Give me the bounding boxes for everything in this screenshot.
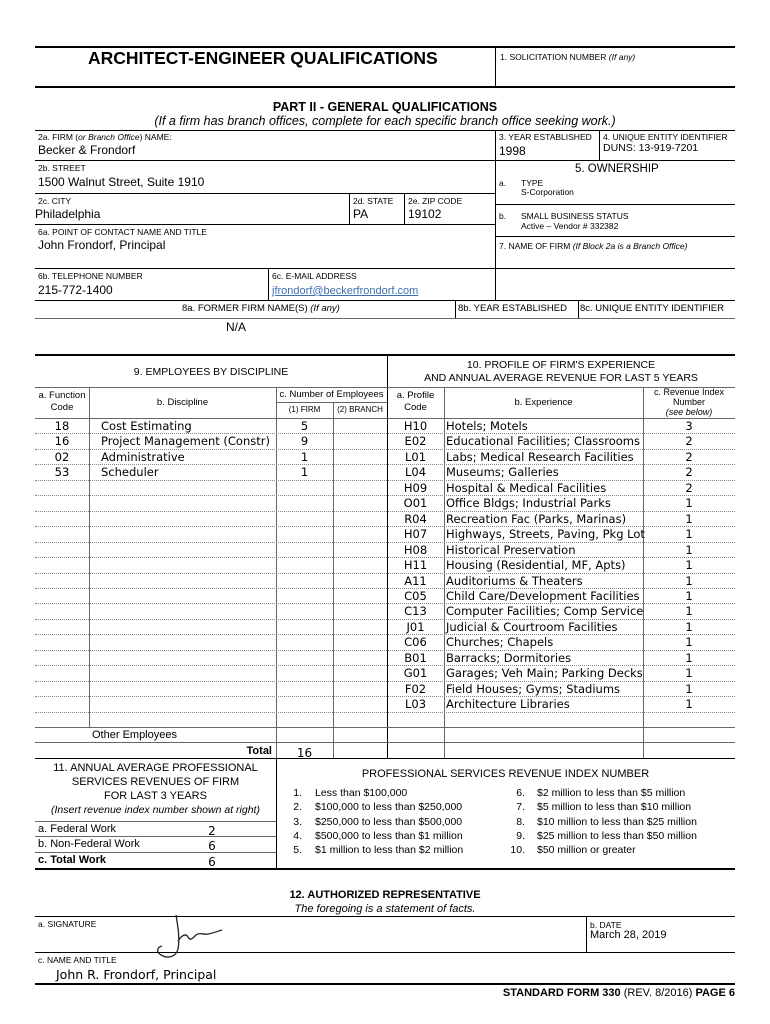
firm-count-cell[interactable]: 1 (300, 465, 309, 479)
branch-firm-name-label (499, 241, 687, 251)
index-number: 8. (516, 815, 525, 828)
divider (599, 130, 600, 160)
uei-field[interactable]: DUNS: 13-919-7201 (603, 142, 699, 154)
solicitation-label-text: 1. SOLICITATION NUMBER (500, 52, 607, 62)
experience-cell[interactable]: Child Care/Development Facilities (446, 589, 640, 603)
year-established-field[interactable]: 1998 (499, 144, 526, 158)
profile-code-cell[interactable]: H10 (403, 419, 428, 433)
function-code-cell[interactable]: 18 (54, 419, 70, 433)
row-divider (35, 573, 735, 574)
row-divider (35, 449, 735, 450)
divider (495, 236, 735, 237)
name-title-label: c. NAME AND TITLE (38, 955, 117, 965)
row-divider (35, 603, 735, 604)
profile-code-cell[interactable]: R04 (404, 512, 427, 526)
revenue-index-cell[interactable]: 2 (685, 450, 693, 464)
experience-cell[interactable]: Hospital & Medical Facilities (446, 481, 607, 495)
date-field[interactable]: March 28, 2019 (590, 929, 667, 941)
experience-cell[interactable]: Recreation Fac (Parks, Marinas) (446, 512, 627, 526)
authorized-title: 12. AUTHORIZED REPRESENTATIVE (289, 889, 481, 901)
index-range: $25 million to less than $50 million (537, 829, 697, 842)
authorized-subtitle: The foregoing is a statement of facts. (294, 903, 476, 915)
divider (404, 193, 405, 224)
experience-cell[interactable]: Educational Facilities; Classrooms (446, 434, 640, 448)
function-code-cell[interactable]: 16 (54, 434, 70, 448)
footer-revision: (REV. 8/2016) (620, 987, 696, 999)
index-range: $100,000 to less than $250,000 (315, 801, 463, 814)
divider (35, 983, 735, 985)
divider (333, 402, 334, 758)
revenue-index-cell[interactable]: 1 (685, 635, 693, 649)
divider (495, 204, 735, 205)
index-range: Less than $100,000 (315, 787, 408, 799)
firm-name-label-b: or Branch Office (78, 132, 140, 142)
profile-code-cell[interactable]: C05 (404, 589, 427, 603)
divider (35, 318, 735, 319)
revenue-index-cell[interactable]: 1 (685, 651, 693, 665)
profile-code-cell[interactable]: G01 (403, 666, 428, 680)
row-divider (35, 511, 735, 512)
contact-field[interactable]: John Frondorf, Principal (38, 238, 166, 252)
revenue-index-cell[interactable]: 3 (685, 419, 693, 433)
row-divider (35, 433, 735, 434)
revenue-title-b: SERVICES REVENUES OF FIRM (71, 776, 240, 788)
function-code-cell[interactable]: 53 (54, 465, 70, 479)
ownership-type-field[interactable]: S-Corporation (521, 187, 574, 197)
divider (35, 387, 735, 388)
former-firm-label (182, 303, 340, 314)
index-range: $5 million to less than $10 million (537, 801, 692, 814)
divider (35, 727, 735, 728)
profile-code-cell[interactable]: L03 (404, 697, 427, 711)
divider (35, 354, 735, 356)
row-divider (35, 557, 735, 558)
experience-cell[interactable]: Historical Preservation (446, 543, 576, 557)
divider (586, 916, 587, 952)
divider (35, 160, 735, 161)
experience-cell[interactable]: Computer Facilities; Comp Service (446, 604, 644, 618)
footer-form-number: STANDARD FORM 330 (502, 987, 621, 999)
divider (35, 758, 735, 759)
revenue-title-c: FOR LAST 3 YEARS (104, 790, 207, 802)
uei-label: 4. UNIQUE ENTITY IDENTIFIER (603, 132, 728, 142)
total-employees-label: Total (246, 745, 272, 757)
revenue-index-cell[interactable]: 1 (685, 558, 693, 572)
former-uei-label: 8c. UNIQUE ENTITY IDENTIFIER (580, 303, 724, 314)
nonfederal-work-field[interactable]: 6 (208, 839, 216, 853)
row-divider (35, 650, 735, 651)
experience-cell[interactable]: Highways, Streets, Paving, Pkg Lot (446, 527, 645, 541)
experience-cell[interactable]: Housing (Residential, MF, Apts) (446, 558, 626, 572)
federal-work-label: a. Federal Work (38, 823, 117, 835)
revenue-index-header-b: Number (672, 397, 705, 407)
federal-work-field[interactable]: 2 (208, 824, 216, 838)
signature-label: a. SIGNATURE (38, 919, 97, 929)
revenue-index-cell[interactable]: 2 (685, 481, 693, 495)
former-firm-label-b: (If any) (310, 303, 340, 314)
profile-code-cell[interactable]: F02 (404, 682, 427, 696)
name-title-field[interactable]: John R. Frondorf, Principal (56, 967, 217, 982)
part2-subtitle: (If a firm has branch offices, complete for each specific branch office seeking work.) (154, 114, 616, 128)
row-divider (35, 464, 735, 465)
phone-field[interactable]: 215-772-1400 (38, 283, 113, 297)
index-number: 2. (293, 801, 302, 814)
divider (35, 952, 735, 953)
row-divider (35, 696, 735, 697)
discipline-cell[interactable]: Scheduler (101, 465, 159, 479)
ownership-title: 5. OWNERSHIP (575, 163, 659, 175)
experience-cell[interactable]: Office Bldgs; Industrial Parks (446, 496, 611, 510)
row-divider (35, 588, 735, 589)
revenue-index-cell[interactable]: 1 (685, 682, 693, 696)
profile-code-cell[interactable]: L01 (404, 450, 427, 464)
number-employees-header: c. Number of Employees (279, 389, 384, 400)
row-divider (35, 634, 735, 635)
form-title: ARCHITECT-ENGINEER QUALIFICATIONS (88, 48, 438, 68)
former-year-label: 8b. YEAR ESTABLISHED (458, 303, 567, 314)
index-number: 6. (516, 787, 525, 799)
profile-code-cell[interactable]: L04 (404, 465, 427, 479)
firm-name-label (38, 132, 172, 142)
revenue-index-cell[interactable]: 2 (685, 434, 693, 448)
profile-code-cell[interactable]: B01 (404, 651, 427, 665)
revenue-index-cell[interactable]: 1 (685, 527, 693, 541)
function-code-cell[interactable]: 02 (54, 450, 70, 464)
revenue-index-cell[interactable]: 1 (685, 496, 693, 510)
revenue-index-cell[interactable]: 2 (685, 465, 693, 479)
experience-cell[interactable]: Museums; Galleries (446, 465, 559, 479)
experience-cell[interactable]: Barracks; Dormitories (446, 651, 572, 665)
experience-cell[interactable]: Auditoriums & Theaters (446, 574, 583, 588)
profile-code-cell[interactable]: C06 (404, 635, 427, 649)
index-range: $250,000 to less than $500,000 (315, 815, 463, 828)
revenue-index-cell[interactable]: 1 (685, 589, 693, 603)
ownership-type-label: TYPE (521, 178, 544, 188)
row-divider (35, 619, 735, 620)
firm-count-cell[interactable]: 9 (300, 434, 309, 448)
divider (495, 46, 496, 86)
row-divider (35, 665, 735, 666)
row-divider (35, 526, 735, 527)
ownership-a: a. (499, 178, 507, 188)
experience-cell[interactable]: Judicial & Courtroom Facilities (446, 620, 618, 634)
profile-code-cell[interactable]: A11 (404, 574, 427, 588)
email-label: 6c. E-MAIL ADDRESS (272, 271, 357, 281)
discipline-header: b. Discipline (156, 397, 209, 408)
discipline-cell[interactable]: Cost Estimating (101, 419, 192, 433)
revenue-index-cell[interactable]: 1 (685, 543, 693, 557)
divider (495, 130, 496, 300)
experience-cell[interactable]: Garages; Veh Main; Parking Decks (446, 666, 643, 680)
divider (35, 224, 495, 225)
nonfederal-work-label: b. Non-Federal Work (38, 838, 140, 850)
row-divider (35, 712, 735, 713)
profile-code-header-a: a. Profile (396, 390, 435, 401)
zip-field[interactable]: 19102 (408, 207, 442, 221)
contact-label: 6a. POINT OF CONTACT NAME AND TITLE (38, 227, 207, 237)
row-divider (35, 495, 735, 496)
revenue-title-d: (Insert revenue index number shown at right) (51, 804, 260, 816)
small-business-field[interactable]: Active – Vendor # 332382 (521, 221, 619, 231)
former-firm-label-a: 8a. FORMER FIRM NAME(S) (182, 303, 308, 314)
profile-code-header-b: Code (404, 402, 427, 413)
experience-cell[interactable]: Field Houses; Gyms; Stadiums (446, 682, 621, 696)
footer-page: PAGE 6 (695, 987, 735, 999)
divider (35, 193, 495, 194)
experience-cell[interactable]: Labs; Medical Research Facilities (446, 450, 634, 464)
profile-title-a: 10. PROFILE OF FIRM'S EXPERIENCE (466, 359, 656, 371)
experience-cell[interactable]: Hotels; Motels (446, 419, 528, 433)
row-divider (35, 681, 735, 682)
city-field[interactable]: Philadelphia (35, 207, 101, 221)
index-title: PROFESSIONAL SERVICES REVENUE INDEX NUMBER (361, 768, 650, 780)
index-range: $1 million to less than $2 million (315, 844, 464, 857)
revenue-index-header-a: c. Revenue Index (653, 387, 725, 397)
revenue-index-cell[interactable]: 1 (685, 604, 693, 618)
city-label: 2c. CITY (38, 196, 72, 206)
firm-count-cell[interactable]: 5 (300, 419, 309, 433)
divider (578, 300, 579, 318)
part2-title: PART II - GENERAL QUALIFICATIONS (272, 100, 498, 114)
profile-title-b: AND ANNUAL AVERAGE REVENUE FOR LAST 5 YEARS (424, 372, 698, 384)
row-divider (35, 542, 735, 543)
solicitation-ifany: (If any) (608, 52, 636, 62)
former-firm-field[interactable]: N/A (226, 320, 247, 334)
divider (35, 300, 735, 301)
small-business-label: SMALL BUSINESS STATUS (521, 211, 629, 221)
revenue-index-cell[interactable]: 1 (685, 666, 693, 680)
branch-firm-name-label-a: 7. NAME OF FIRM (499, 241, 571, 251)
divider (35, 916, 735, 917)
other-employees-label: Other Employees (92, 729, 177, 741)
index-number: 5. (293, 844, 302, 857)
profile-code-cell[interactable]: O01 (403, 496, 428, 510)
branch-col-header: (2) BRANCH (337, 405, 383, 414)
zip-label: 2e. ZIP CODE (408, 196, 463, 206)
firm-name-field[interactable]: Becker & Frondorf (38, 143, 136, 157)
function-code-header-b: Code (50, 402, 74, 413)
firm-name-label-c: ) NAME: (139, 132, 172, 142)
experience-cell[interactable]: Architecture Libraries (446, 697, 570, 711)
divider (268, 268, 269, 300)
total-work-label: c. Total Work (38, 854, 107, 866)
ownership-b: b. (499, 211, 507, 221)
signature-image[interactable] (148, 905, 228, 965)
firm-name-label-a: 2a. FIRM ( (38, 132, 79, 142)
divider (35, 130, 735, 131)
divider (35, 742, 735, 743)
state-field[interactable]: PA (353, 207, 369, 221)
divider (276, 402, 387, 403)
revenue-title-a: 11. ANNUAL AVERAGE PROFESSIONAL (53, 762, 258, 774)
divider (349, 193, 350, 224)
total-work-field[interactable]: 6 (208, 855, 216, 869)
discipline-cell[interactable]: Project Management (Constr) (101, 434, 270, 448)
index-number: 1. (293, 787, 302, 799)
profile-code-cell[interactable]: H07 (403, 527, 428, 541)
experience-cell[interactable]: Churches; Chapels (446, 635, 554, 649)
index-number: 10. (510, 844, 525, 857)
firm-col-header: (1) FIRM (288, 405, 321, 414)
year-established-label: 3. YEAR ESTABLISHED (499, 132, 592, 142)
revenue-index-cell[interactable]: 1 (685, 512, 693, 526)
divider (455, 300, 456, 318)
index-range: $50 million or greater (537, 844, 636, 857)
revenue-index-cell[interactable]: 1 (685, 574, 693, 588)
profile-code-cell[interactable]: C13 (404, 604, 427, 618)
divider (35, 868, 735, 870)
profile-code-cell[interactable]: E02 (404, 434, 427, 448)
index-number: 9. (516, 829, 525, 842)
date-label: b. DATE (590, 920, 622, 930)
index-number: 7. (516, 801, 525, 814)
index-range: $2 million to less than $5 million (537, 787, 686, 799)
form-footer (335, 987, 735, 999)
revenue-index-header-c: (see below) (665, 407, 713, 417)
profile-code-cell[interactable]: H08 (403, 543, 428, 557)
index-range: $500,000 to less than $1 million (315, 829, 463, 842)
experience-header: b. Experience (514, 397, 573, 408)
profile-code-cell[interactable]: J01 (406, 620, 425, 634)
divider (35, 268, 735, 269)
street-field[interactable]: 1500 Walnut Street, Suite 1910 (38, 175, 205, 189)
function-code-header-a: a. Function (38, 390, 86, 401)
index-number: 3. (293, 815, 302, 828)
firm-count-cell[interactable]: 1 (300, 450, 309, 464)
divider (35, 821, 276, 822)
revenue-index-cell[interactable]: 1 (685, 620, 693, 634)
state-label: 2d. STATE (353, 196, 394, 206)
divider (35, 86, 735, 88)
employees-title: 9. EMPLOYEES BY DISCIPLINE (133, 366, 289, 378)
profile-code-cell[interactable]: H11 (403, 558, 428, 572)
street-label: 2b. STREET (38, 163, 86, 173)
total-employees-field[interactable]: 16 (296, 746, 313, 760)
discipline-cell[interactable]: Administrative (101, 450, 185, 464)
phone-label: 6b. TELEPHONE NUMBER (38, 271, 143, 281)
solicitation-label (500, 52, 635, 62)
profile-code-cell[interactable]: H09 (403, 481, 428, 495)
index-range: $10 million to less than $25 million (537, 815, 697, 828)
branch-firm-name-label-b: (If Block 2a is a Branch Office) (572, 241, 688, 251)
revenue-index-cell[interactable]: 1 (685, 697, 693, 711)
email-link[interactable]: jfrondorf@beckerfrondorf.com (272, 285, 419, 297)
row-divider (35, 480, 735, 481)
index-number: 4. (293, 829, 302, 842)
